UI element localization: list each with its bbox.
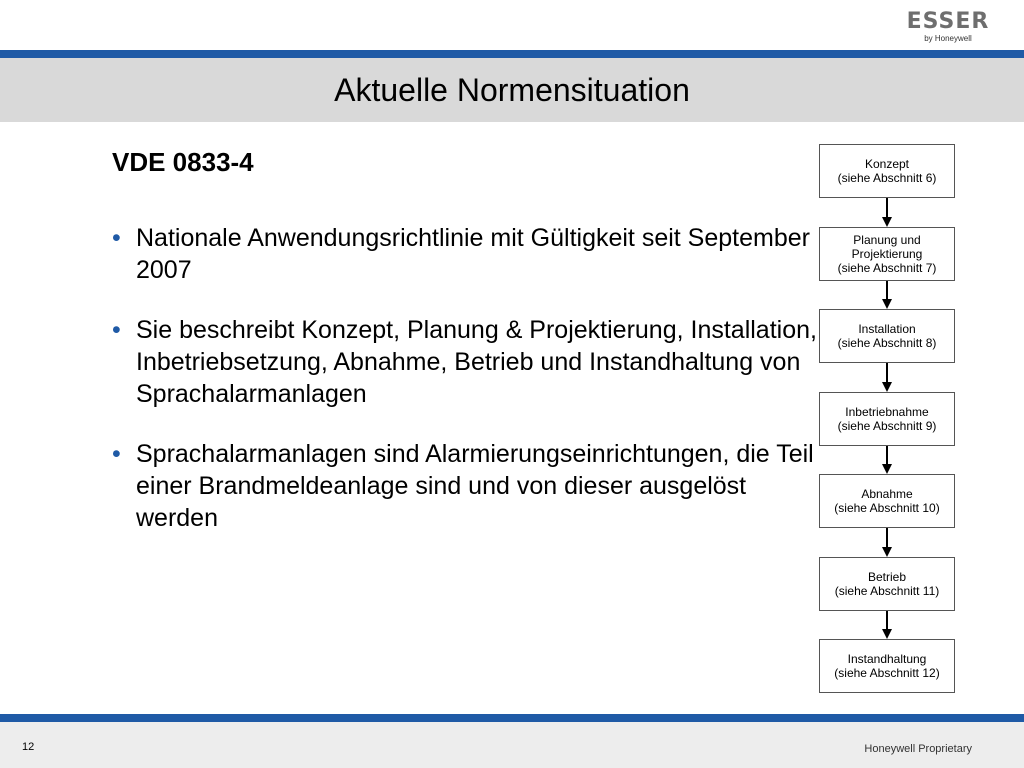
flow-step-line: (siehe Abschnitt 11) [834,583,940,598]
bullet-dot-icon: • [112,224,121,252]
bullet-dot-icon: • [112,316,121,344]
flow-step-line: (siehe Abschnitt 6) [837,171,937,185]
flow-step-text [834,652,939,680]
flow-step-line: Projektierung [851,246,923,261]
flow-step-text [838,233,937,275]
flow-step-line: (siehe Abschnitt 12) [834,666,940,680]
logo-subtitle: by Honeywell [924,34,972,43]
flow-step-line: (siehe Abschnitt 7) [837,260,937,275]
flow-step [819,557,955,611]
flow-step-line: Planung und [853,232,921,247]
flow-step [819,144,955,198]
flow-step-text [838,322,937,350]
flow-step-line: Konzept [864,157,910,171]
flow-step-line: Instandhaltung [847,652,927,666]
flow-step [819,474,955,528]
flow-step-line: (siehe Abschnitt 8) [837,336,937,350]
logo-wordmark: ESSER [906,9,990,34]
flow-step-line: Inbetriebnahme [845,404,929,419]
flow-step [819,639,955,693]
flow-step [819,227,955,281]
flow-step-text [838,405,937,433]
bullet-item [110,438,820,534]
flow-step-line: Abnahme [861,487,913,501]
footer-proprietary-text: Honeywell Proprietary [864,743,972,755]
flow-step-text [838,157,937,185]
flow-step-text [834,487,939,515]
bullet-list [110,222,820,562]
flow-step-text [835,570,940,598]
slide-title: Aktuelle Normensituation [334,72,690,108]
flow-step-line: (siehe Abschnitt 9) [837,418,937,433]
bullet-text: Nationale Anwendungsrichtlinie mit Gültigkeit seit September 2007 [136,224,810,284]
esser-logo [900,8,996,48]
bullet-text: Sprachalarmanlagen sind Alarmierungseinrichtungen, die Teil einer Brandmeldeanlage sind und von dieser ausgelöst werden [136,440,814,532]
bottom-accent-bar [0,714,1024,722]
slide-heading: VDE 0833-4 [112,147,254,177]
flow-step-line: Installation [858,322,916,336]
page-number: 12 [22,741,35,753]
flow-step [819,392,955,446]
flow-step [819,309,955,363]
top-accent-bar [0,50,1024,58]
flow-step-line: (siehe Abschnitt 10) [834,501,940,515]
bullet-item [110,222,820,286]
bullet-text: Sie beschreibt Konzept, Planung & Projektierung, Installation, Inbetriebsetzung, Abnahme, Betrieb und Instandhaltung von Sprachalarmanlagen [136,316,817,408]
flow-step-line: Betrieb [867,569,906,584]
bullet-dot-icon: • [112,440,121,468]
bullet-item [110,314,820,410]
